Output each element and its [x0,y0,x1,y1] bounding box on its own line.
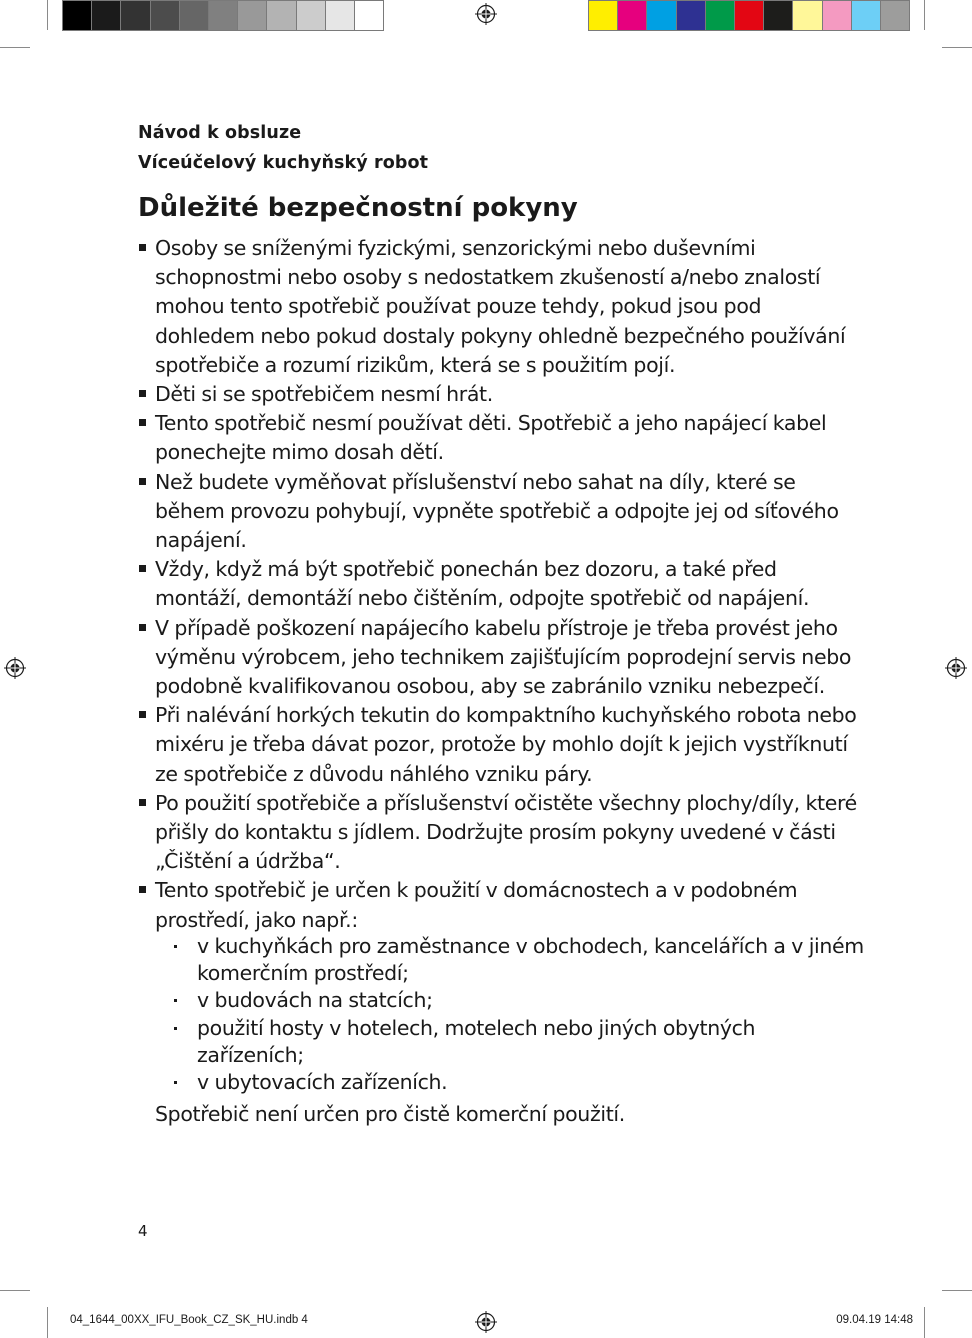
sub-list-item-text: v ubytovacích zařízeních. [197,1070,448,1095]
list-item [138,468,864,556]
color-swatch [121,1,150,30]
list-item-text: Děti si se spotřebičem nesmí hrát. [155,382,493,407]
square-bullet-icon [139,244,146,251]
registration-mark-icon [475,1311,497,1333]
registration-mark-icon [945,657,967,679]
list-item [138,876,864,934]
crop-mark [924,0,925,30]
color-swatch [823,1,852,30]
dot-bullet-icon [174,945,177,948]
color-swatch [881,1,909,30]
crop-mark [0,1290,30,1291]
crop-mark [942,47,972,48]
color-calibration-bar [588,0,910,31]
color-swatch [677,1,706,30]
registration-mark-icon [4,657,26,679]
square-bullet-icon [139,799,146,806]
square-bullet-icon [139,478,146,485]
list-item-text: Po použití spotřebiče a příslušenství očistěte všechny plochy/díly, které přišly do kontaktu s jídlem. Dodržujte prosím pokyny uvedené v části „Čištění a údržba“. [155,790,857,874]
color-swatch [618,1,647,30]
color-swatch [793,1,822,30]
sub-list-item [138,1069,864,1096]
crop-mark [0,47,30,48]
dot-bullet-icon [174,1027,177,1030]
square-bullet-icon [139,565,146,572]
square-bullet-icon [139,419,146,426]
crop-mark [47,1307,48,1338]
safety-instructions [138,234,864,1129]
square-bullet-icon [139,886,146,893]
color-swatch [297,1,326,30]
document-type-label: Návod k obsluze [138,123,302,143]
color-swatch [209,1,238,30]
list-item-text: Tento spotřebič je určen k použití v domácnostech a v podobném prostředí, jako např.: [155,878,798,932]
color-swatch [180,1,209,30]
slug-timestamp: 09.04.19 14:48 [836,1314,913,1326]
color-swatch [151,1,180,30]
color-swatch [589,1,618,30]
sub-list-item-text: v budovách na statcích; [197,988,433,1013]
page-number: 4 [138,1222,148,1240]
section-title: Důležité bezpečnostní pokyny [138,193,578,223]
list-item [138,234,864,380]
color-swatch [706,1,735,30]
list-item-text: Tento spotřebič nesmí používat děti. Spotřebič a jeho napájecí kabel ponechejte mimo dosah dětí. [155,411,827,465]
color-swatch [238,1,267,30]
list-item-text: V případě poškození napájecího kabelu přístroje je třeba provést jeho výměnu výrobcem, jeho technikem zajišťujícím poprodejní servis nebo podobně kvalifikovanou osobou, aby se zabránilo vzniku nebezpečí. [155,615,852,699]
product-name-label: Víceúčelový kuchyňský robot [138,153,429,173]
crop-mark [924,1307,925,1338]
color-swatch [735,1,764,30]
crop-mark [47,0,48,30]
list-item-text: Při nalévání horkých tekutin do kompaktního kuchyňského robota nebo mixéru je třeba dávat pozor, protože by mohlo dojít k jejich vystříknutí ze spotřebiče z důvodu náhlého vzniku páry. [155,703,857,786]
list-item-text: Vždy, když má být spotřebič ponechán bez dozoru, a také před montáží, demontáží nebo čištěním, odpojte spotřebič od napájení. [155,557,810,611]
usage-environment-list [138,933,864,1097]
color-swatch [355,1,383,30]
sub-list-item-text: použití hosty v hotelech, motelech nebo jiných obytných zařízeních; [197,1015,756,1068]
list-item [138,614,864,702]
square-bullet-icon [139,624,146,631]
sub-list-item-text: v kuchyňkách pro zaměstnance v obchodech, kancelářích a v jiném komerčním prostředí; [197,933,864,986]
closing-note: Spotřebič není určen pro čistě komerční použití. [155,1101,625,1126]
color-swatch [764,1,793,30]
color-swatch [647,1,676,30]
instruction-list [138,234,864,935]
color-swatch [92,1,121,30]
grayscale-calibration-bar [62,0,384,31]
list-item [138,789,864,877]
color-swatch [267,1,296,30]
sub-list-item [138,1015,864,1070]
sub-list-item [138,933,864,988]
list-item [138,380,864,409]
list-item-text: Osoby se sníženými fyzickými, senzorickými nebo duševními schopnostmi nebo osoby s nedostatkem zkušeností a/nebo znalostí mohou tento spotřebič používat pouze tehdy, pokud jsou pod dohledem nebo pokud dostaly pokyny ohledně bezpečného používání spotřebiče a rozumí rizikům, která se s použitím pojí. [155,236,846,377]
list-item [138,409,864,467]
square-bullet-icon [139,711,146,718]
dot-bullet-icon [174,1081,177,1084]
list-item-text: Než budete vyměňovat příslušenství nebo sahat na díly, které se během provozu pohybují, vypněte spotřebič a odpojte jej od síťového napájení. [155,469,839,553]
list-item [138,701,864,789]
color-swatch [63,1,92,30]
color-swatch [852,1,881,30]
crop-mark [942,1290,972,1291]
registration-mark-icon [475,3,497,25]
square-bullet-icon [139,390,146,397]
list-item [138,555,864,613]
dot-bullet-icon [174,999,177,1002]
color-swatch [326,1,355,30]
slug-file-name: 04_1644_00XX_IFU_Book_CZ_SK_HU.indb 4 [70,1314,308,1326]
sub-list-item [138,987,864,1014]
